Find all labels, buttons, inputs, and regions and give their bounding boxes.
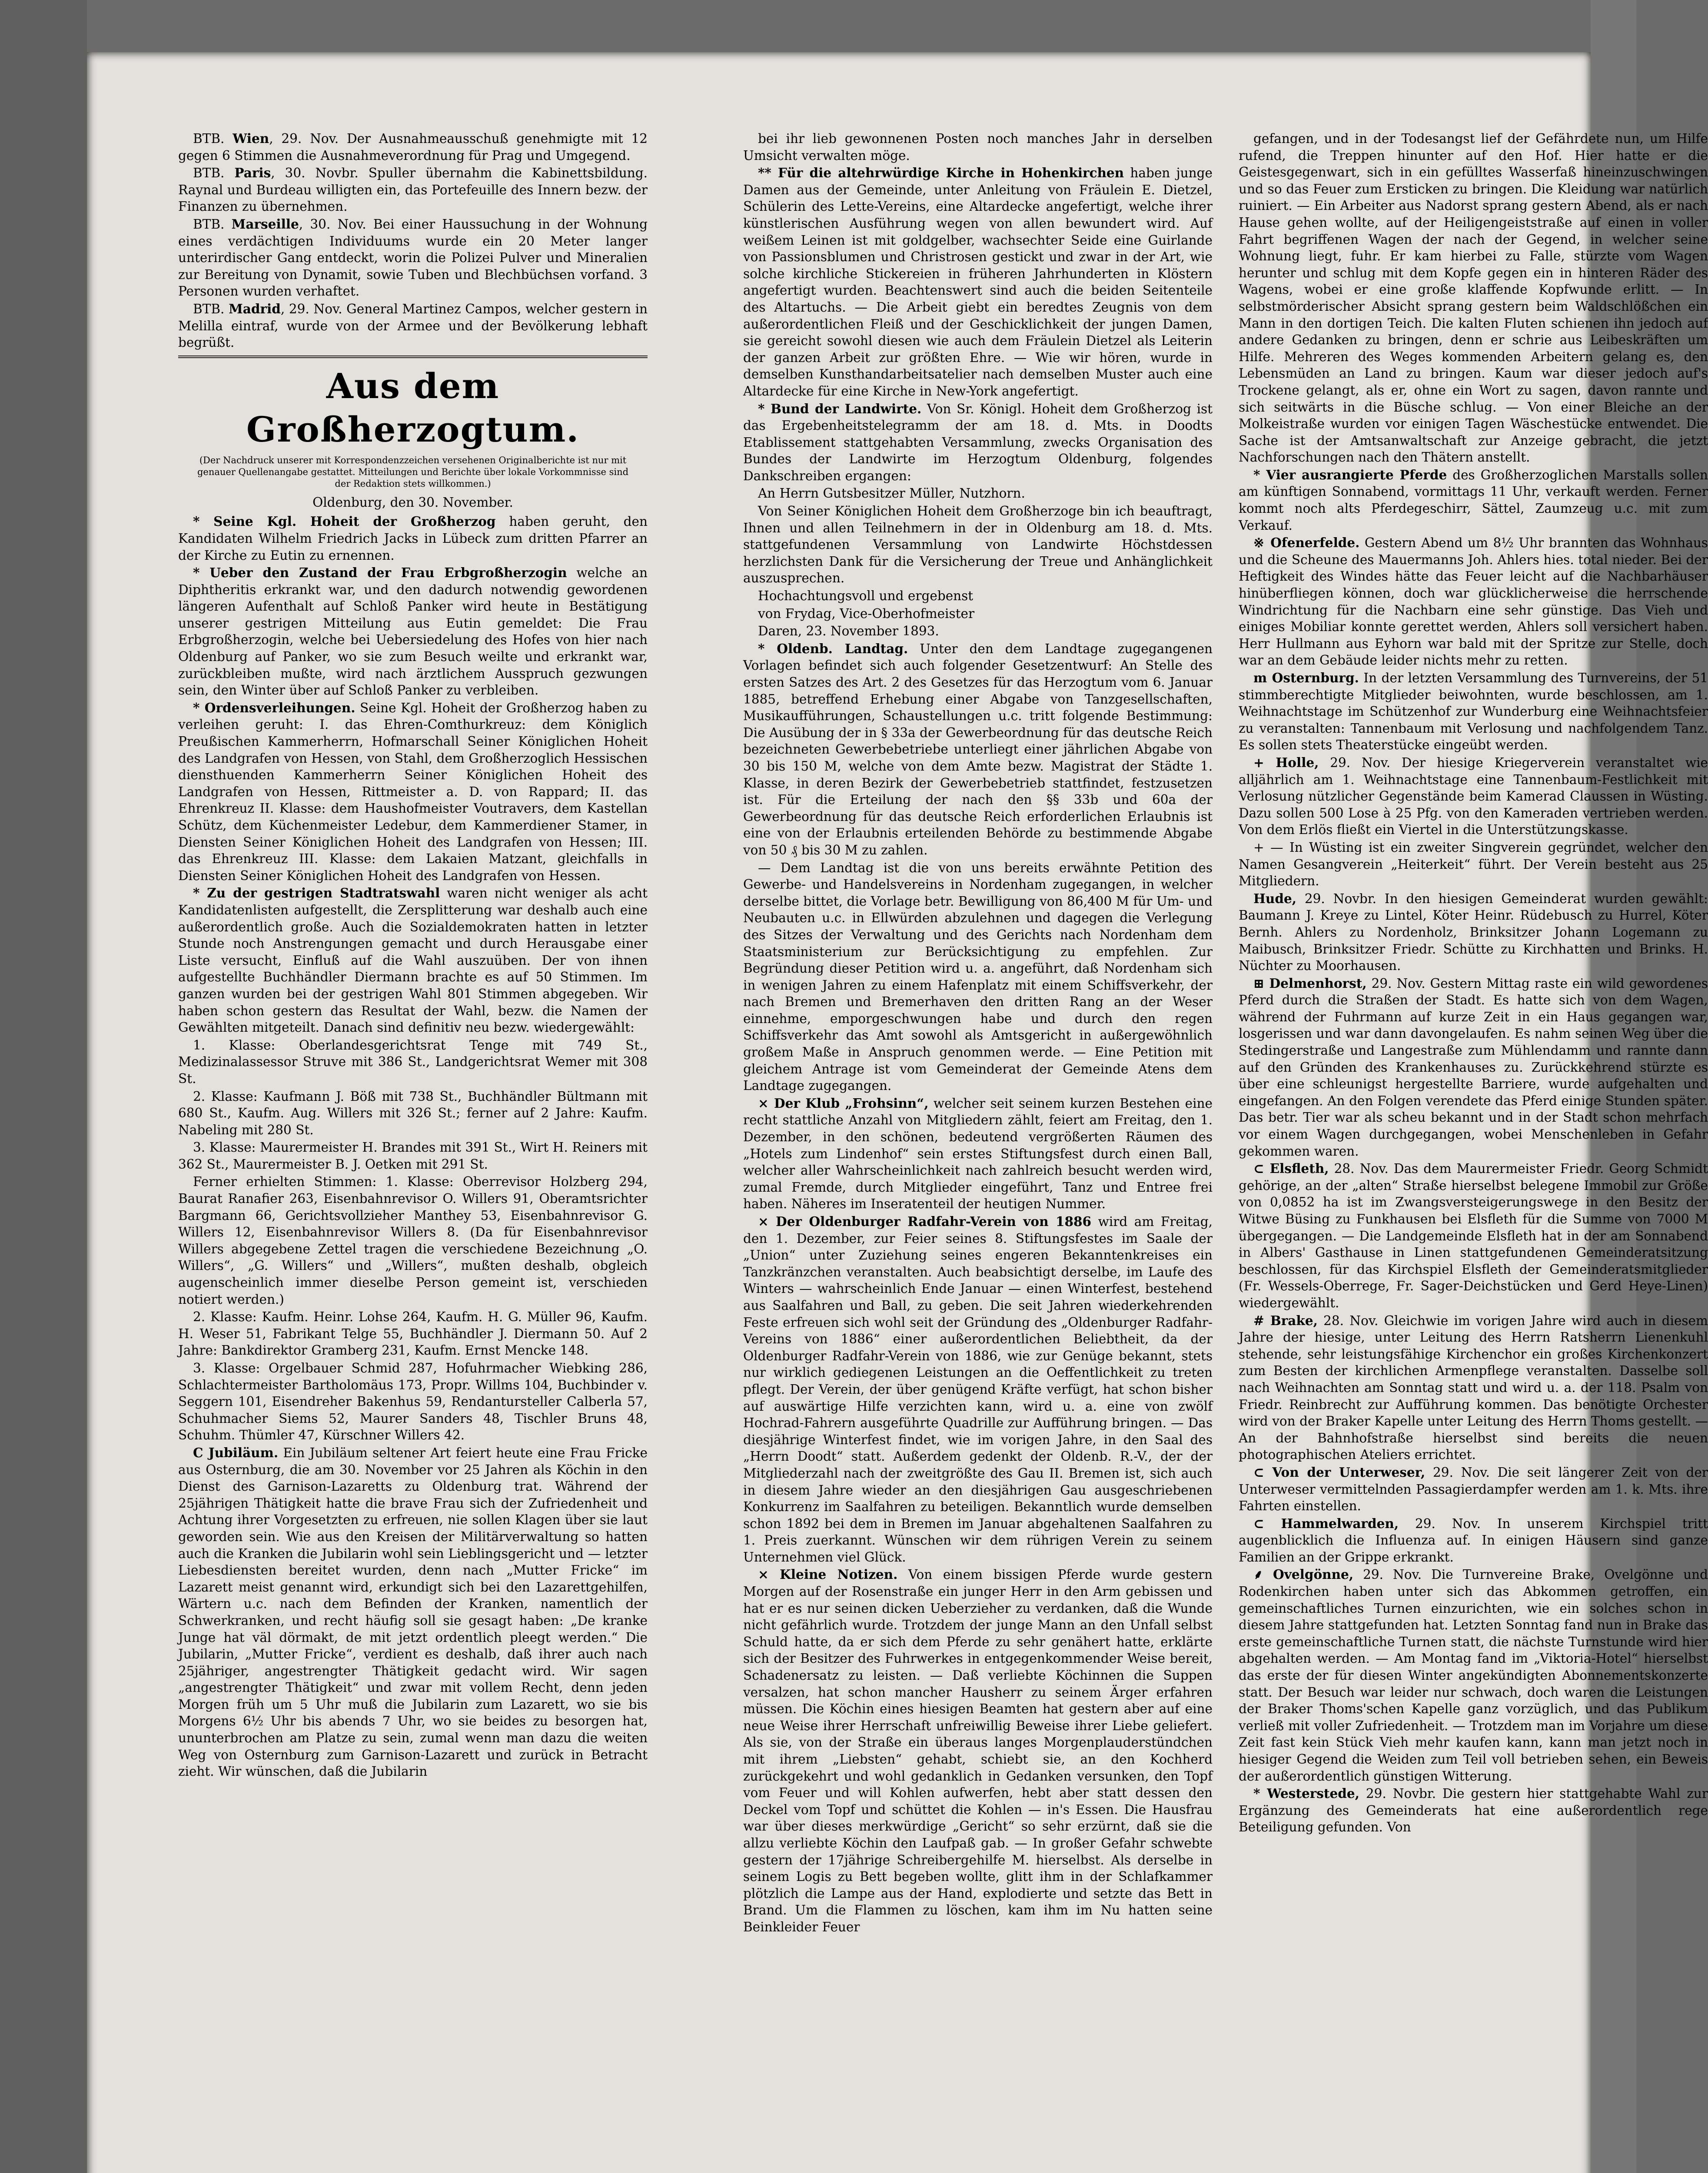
article-text: 29. Nov. In unserem Kirchspiel tritt augenblicklich die Influenza auf. In einigen Häusern sind ganze Familien an der Grippe erkrankt. xyxy=(1239,1516,1708,1565)
article-heading: m Osternburg. xyxy=(1253,670,1359,685)
scan-border-left xyxy=(0,0,87,2173)
article-paragraph xyxy=(1239,130,1708,466)
article-paragraph xyxy=(178,565,648,699)
article-paragraph xyxy=(743,485,1213,502)
wire-item xyxy=(178,130,648,164)
article-heading: * Ordensverleihungen. xyxy=(193,700,356,715)
article-paragraph xyxy=(743,605,1213,622)
article-paragraph xyxy=(743,641,1213,859)
section-divider xyxy=(178,356,648,358)
article-paragraph xyxy=(1239,1160,1708,1311)
article-heading: ⊂ Von der Unterweser, xyxy=(1253,1464,1426,1480)
article-text: von Frydag, Vice-Oberhofmeister xyxy=(758,606,975,621)
article-heading: # Brake, xyxy=(1253,1312,1318,1328)
article-paragraph xyxy=(743,623,1213,640)
wire-label: BTB. xyxy=(193,166,235,181)
article-heading: * Westerstede, xyxy=(1253,1786,1359,1801)
column-1-articles xyxy=(178,513,648,1780)
article-heading: × Der Klub „Frohsinn“, xyxy=(758,1095,929,1111)
article-text: 3. Klasse: Maurermeister H. Brandes mit 391 St., Wirt H. Reiners mit 362 St., Maurermeister B. J. Oetken mit 291 St. xyxy=(178,1140,648,1172)
article-paragraph xyxy=(743,860,1213,1094)
article-heading: Hude, xyxy=(1253,890,1296,906)
article-paragraph xyxy=(743,503,1213,587)
article-text: Gestern Abend um 8½ Uhr brannten das Wohnhaus und die Scheune des Mauermanns Joh. Ahlers hies. total nieder. Bei der Heftigkeit des Windes hätte das Feuer leicht auf die Nachbarhäuser hinüberfliegen können, doch war glücklicherweise die herrschende Windrichtung für die Nachbarn eine sehr günstige. Das Vieh und einiges Mobiliar konnte gerettet werden, Ahlers soll versichert haben. Herr Hullmann aus Eyhorn war bald mit der Spritze zur Stelle, doch war an dem Gebäude leider nichts mehr zu retten. xyxy=(1239,535,1708,668)
wire-news xyxy=(178,130,648,351)
article-text: Hochachtungsvoll und ergebenst xyxy=(758,588,974,604)
article-heading: * Seine Kgl. Hoheit der Großherzog xyxy=(193,514,496,529)
article-paragraph xyxy=(178,1037,648,1087)
article-text: Von Sr. Königl. Hoheit dem Großherzog ist das Ergebenheitstelegramm der am 18. d. Mts. in Doodts Etablissement stattgehabten Versammlung, zwecks Organisation des Bundes der Landwirte im Herzogtum Oldenburg, folgendes Dankschreiben ergangen: xyxy=(743,401,1213,483)
article-paragraph xyxy=(178,885,648,1036)
article-text: 2. Klasse: Kaufmann J. Böß mit 738 St., Buchhändler Bültmann mit 680 St., Kaufm. Aug. Willers mit 326 St.; ferner auf 2 Jahre: Kaufm. Nabeling mit 280 St. xyxy=(178,1089,648,1137)
article-heading: ⊂ Elsfleth, xyxy=(1253,1161,1329,1176)
article-paragraph xyxy=(178,1445,648,1780)
article-text: 1. Klasse: Oberlandesgerichtsrat Tenge mit 749 St., Medizinalassessor Struve mit 386 St., Landgerichtsrat Wemer mit 308 St. xyxy=(178,1037,648,1086)
section-heading: Aus dem Großherzogtum. xyxy=(246,365,580,450)
column-3-articles xyxy=(1239,130,1708,1836)
dateline: Oldenburg, den 30. November. xyxy=(312,495,513,510)
article-paragraph xyxy=(743,1095,1213,1213)
article-paragraph xyxy=(1239,1464,1708,1515)
article-paragraph xyxy=(178,1360,648,1444)
column-2-articles xyxy=(743,130,1213,1936)
article-text: haben geruht, den Kandidaten Wilhelm Friedrich Jacks in Lübeck zum dritten Pfarrer an der Kirche zu Eutin zu ernennen. xyxy=(178,514,648,563)
wire-label: BTB. xyxy=(193,131,233,146)
article-heading: ⊞ Delmenhorst, xyxy=(1253,975,1367,991)
article-paragraph xyxy=(1239,1515,1708,1566)
article-text: waren nicht weniger als acht Kandidatenlisten aufgestellt, die Zersplitterung war deshalb auch eine außerordentlich große. Auch die Sozialdemokraten hatten in letzter Stunde noch Anstrengungen gemacht und durch Herausgabe einer Liste versucht, Einfluß auf die Wahl auszuüben. Der von ihnen aufgestellte Buchhändler Diermann brachte es auf 50 Stimmen. Im ganzen wurden bei der gestrigen Wahl 801 Stimmen abgegeben. Wir haben schon gestern das Resultat der Wahl, bezw. die Namen der Gewählten mitgeteilt. Danach sind definitiv neu bezw. wiedergewählt: xyxy=(178,886,648,1035)
article-paragraph xyxy=(743,130,1213,164)
article-text: 29. Novbr. In den hiesigen Gemeinderat wurden gewählt: Baumann J. Kreye zu Lintel, Köter Heinr. Rüdebusch zu Hurrel, Köter Bernh. Ahlers zu Nordenholz, Brinksitzer Johann Logemann zu Maibusch, Brinksitzer Friedr. Schütte zu Kirchhatten und Brinks. H. Nüchter zu Moorhausen. xyxy=(1239,891,1708,974)
article-text: Von einem bissigen Pferde wurde gestern Morgen auf der Rosenstraße ein junger Herr in den Arm gebissen und hat er es nur seinen dicken Ueberzieher zu verdanken, daß die Wunde nicht gefährlich wurde. Trotzdem der junge Mann an den Unfall selbst Schuld hatte, da er sich dem Pferde zu sehr genähert hatte, erklärte sich der Besitzer des Fuhrwerkes in entgegenkommender Weise bereit, Schadenersatz zu leisten. — Daß verliebte Köchinnen die Suppen versalzen, hat schon mancher Hausherr zu seinem Ärger erfahren müssen. Die Köchin eines hiesigen Beamten hat gestern aber auf eine neue Weise ihrer Herrschaft unfreiwillig Beweise ihrer Liebe geliefert. Als sie, von der Straße ein überaus langes Morgenplauderstündchen mit ihrem „Liebsten“ gehabt, schiebt sie, an den Kochherd zurückgekehrt und wohl gedanklich in Gedanken versunken, den Topf vom Feuer und will Kohlen aufwerfen, hebt aber statt dessen den Deckel vom Topf und schüttet die Kohlen — in's Essen. Die Hausfrau war über dieses merkwürdige „Gericht“ so sehr erzürnt, daß sie die allzu verliebte Köchin den Laufpaß gab. — In großer Gefahr schwebte gestern der 17jährige Schreibergehilfe M. hierselbst. Als derselbe in seinem Logis zu Bett begeben wollte, glitt ihm in der Schlafkammer plötzlich die Lampe aus der Hand, explodierte und setzte das Bett in Brand. Um die Flammen zu löschen, kam ihm im Nu hatten seine Beinkleider Feuer xyxy=(743,1567,1213,1934)
article-paragraph xyxy=(1239,1785,1708,1836)
article-paragraph xyxy=(178,1309,648,1359)
article-text: Ein Jubiläum seltener Art feiert heute eine Frau Fricke aus Osternburg, die am 30. November vor 25 Jahren als Köchin in den Dienst des Garnison-Lazaretts zu Oldenburg trat. Während der 25jährigen Thätigkeit hatte die brave Frau sich der Zufriedenheit und Achtung ihrer Vorgesetzten zu erfreuen, nie sollen Klagen über sie laut geworden sein. Wie aus den Kreisen der Militärverwaltung so hatten auch die Kranken die Jubilarin wohl sein Lieblingsgericht und — letzter Liebesdiensten bereitet wurden, denn nach „Mutter Fricke“ im Lazarett meist genannt wird, erkundigt sich bei den Lazarettgehilfen, Wärtern u.c. nach dem Befinden der Kranken, namentlich der Schwerkranken, und recht häufig soll sie gesagt haben: „De kranke Junge hat väl dörmakt, de mit jetzt ordentlich pleegt werden.“ Die Jubilarin, „Mutter Fricke“, verdient es deshalb, daß ihrer auch nach 25jähriger, angestrengter Thätigkeit gedacht wird. Wir sagen „angestrengter Thätigkeit“ und zwar mit vollem Recht, denn jeden Morgen früh um 5 Uhr muß die Jubilarin zum Lazarett, wo sie bis Morgens 6½ Uhr bis abends 7 Uhr, wo sie beides zu besorgen hat, ununterbrochen am Platze zu sein, zumal wenn man dazu die weiten Weg von Osternburg zum Garnison-Lazarett und zurück in Betracht zieht. Wir wünschen, daß die Jubilarin xyxy=(178,1445,648,1779)
column-2 xyxy=(743,130,1213,1937)
article-paragraph xyxy=(1239,670,1708,754)
article-text: Ferner erhielten Stimmen: 1. Klasse: Oberrevisor Holzberg 294, Baurat Ranafier 263, Eisenbahnrevisor O. Willers 91, Oberamtsrichter Bargmann 66, Gerichtsvollzieher Manthey 53, Eisenbahnrevisor G. Willers 12, Eisenbahnrevisor Willers 8. (Da für Eisenbahnrevisor Willers abgegebene Zettel tragen die verschiedene Bezeichnung „O. Willers“, „G. Willers“ und „Willers“, mußten deshalb, obgleich augenscheinlich immer dieselbe Person gemeint ist, verschieden notiert werden.) xyxy=(178,1174,648,1307)
article-paragraph xyxy=(1239,975,1708,1160)
article-heading: × Kleine Notizen. xyxy=(758,1567,898,1582)
article-text: 29. Novbr. Die gestern hier stattgehabte Wahl zur Ergänzung des Gemeinderats hat eine außerordentlich rege Beteiligung gefunden. Von xyxy=(1239,1786,1708,1835)
wire-item xyxy=(178,301,648,351)
article-heading: * Vier ausrangierte Pferde xyxy=(1253,467,1447,482)
article-paragraph xyxy=(178,1173,648,1308)
article-paragraph xyxy=(1239,1566,1708,1784)
article-paragraph xyxy=(178,700,648,884)
article-text: welche an Diphtheritis erkrankt war, und den dadurch notwendig gewordenen längeren Aufenthalt auf Schloß Panker wird heute in Bestätigung unserer gestrigen Mitteilung aus Eutin gemeldet: Die Frau Erbgroßherzogin, welche bei Uebersiedelung des Hofes von hier nach Oldenburg auf Panker, wo sie zum Besuch weilte und erkrankt war, zurückbleiben mußte, wird nach ärztlichem Ausspruch gezwungen sein, den Winter über auf Schloß Panker zu verbleiben. xyxy=(178,565,648,698)
article-text: 29. Nov. Die seit längerer Zeit von der Unterweser vermittelnden Passagierdampfer werden am 1. k. Mts. ihre Fahrten einstellen. xyxy=(1239,1465,1708,1514)
wire-label: BTB. xyxy=(193,301,229,316)
article-paragraph xyxy=(743,1213,1213,1565)
article-paragraph xyxy=(1239,535,1708,669)
article-text: Daren, 23. November 1893. xyxy=(758,624,939,639)
article-paragraph xyxy=(1239,754,1708,838)
article-paragraph xyxy=(743,1566,1213,1935)
article-text: — Dem Landtag ist die von uns bereits erwähnte Petition des Gewerbe- und Handelsvereins in Nordenham zugegangen, in welcher derselbe bittet, die Vorlage betr. Bewilligung von 86,400 M für Um- und Neubauten u.c. in Ellwürden abzulehnen und dagegen die Verlegung des Sitzes der Verwaltung und des Gerichts nach Nordenham dem Staatsministerium zur Berücksichtigung zu empfehlen. Zur Begründung dieser Petition wird u. a. angeführt, daß Nordenham sich in wenigen Jahren zu einem Hafenplatz mit einem Schiffsverkehr, der nach Bremen und Bremerhaven den dritten Rang an der Weser einnehme, emporgeschwungen habe und durch den regen Schiffsverkehr das Amt sowohl als Amtsgericht in außergewöhnlich großem Maße in Anspruch genommen werde. — Eine Petition mit gleichem Antrage ist vom Gemeinderat der Gemeinde Atens dem Landtage zugegangen. xyxy=(743,860,1213,1093)
article-text: In der letzten Versammlung des Turnvereins, der 51 stimmberechtigte Mitglieder beiwohnten, wurde beschlossen, am 1. Weihnachtstage im Schützenhof zur Wunderburg eine Weihnachtsfeier zu veranstalten: Tannenbaum mit Verlosung und nachfolgendem Tanz. Es sollen stets Theaterstücke eingeübt werden. xyxy=(1239,671,1708,753)
article-heading: C Jubiläum. xyxy=(193,1445,279,1460)
wire-item xyxy=(178,165,648,215)
article-text: 2. Klasse: Kaufm. Heinr. Lohse 264, Kaufm. H. G. Müller 96, Kaufm. H. Weser 51, Fabrikant Telge 55, Buchhändler J. Diermann 50. Auf 2 Jahre: Bankdirektor Gramberg 231, Kaufm. Ernst Mencke 148. xyxy=(178,1309,648,1358)
article-heading: × Der Oldenburger Radfahr-Verein von 1886 xyxy=(758,1214,1092,1229)
article-text: 29. Nov. Gestern Mittag raste ein wild gewordenes Pferd durch die Straßen der Stadt. Es hatte sich von dem Wagen, während der Fuhrmann auf kurze Zeit in ein Haus gegangen war, losgerissen und war dann davongelaufen. Es nahm seinen Weg über die Stedingerstraße und Langestraße zum Mühlendamm und rannte dann auf den Gründen des Krankenhauses zu. Zurückkehrend stürzte es über eine schleunigst hergestellte Barriere, wurde aufgehalten und eingefangen. An den Folgen verendete das Pferd einige Stunden später. Das betr. Tier war als scheu bekannt und in der Stadt schon mehrfach vor einem Wagen durchgegangen, wobei Menschenleben in Gefahr gekommen waren. xyxy=(1239,976,1708,1159)
article-text: + — In Wüsting ist ein zweiter Singverein gegründet, welcher den Namen Gesangverein „Heiterkeit“ führt. Der Verein besteht aus 25 Mitgliedern. xyxy=(1239,840,1708,889)
article-heading: * Oldenb. Landtag. xyxy=(758,641,908,656)
article-text: wird am Freitag, den 1. Dezember, zur Feier seines 8. Stiftungsfestes im Saale der „Union“ unter Zuziehung seines engeren Bekanntenkreises ein Tanzkränzchen veranstalten. Auch beabsichtigt derselbe, im Laufe des Winters — wahrscheinlich Ende Januar — einen Winterfest, bestehend aus Saalfahren und Ball, zu geben. Die seit Jahren wiederkehrenden Feste erfreuen sich wohl seit der Gründung des „Oldenburger Radfahr-Vereins von 1886“ einer außerordentlichen Beliebtheit, da der Oldenburger Radfahr-Verein von 1886, wie zur Genüge bekannt, stets nur wirklich gediegenen Leistungen an die Oeffentlichkeit zu treten pflegt. Der Verein, der über genügend Kräfte verfügt, hat schon bisher auf auswärtige Hilfe verzichten kann, wird u. a. eine von zwölf Hochrad-Fahrern ausgeführte Quadrille zur Aufführung bringen. — Das diesjährige Winterfest findet, wie im vorigen Jahre, in den Saal des „Herrn Doodt“ statt. Außerdem gedenkt der Oldenb. R.-V., der der Mitgliederzahl nach der zweitgrößte des Gau II. Bremen ist, sich auch in diesem Jahre wieder an den diesjährigen Gau ausgeschriebenen Konkurrenz im Saalfahren zu beteiligen. Bekanntlich wurde demselben schon 1892 bei dem in Bremen im Januar abgehaltenen Saalfahren zu 1. Preis zuerkannt. Wünschen wir dem rührigen Verein zu seinem Unternehmen viel Glück. xyxy=(743,1214,1213,1565)
article-text: bei ihr lieb gewonnenen Posten noch manches Jahr in derselben Umsicht verwalten möge. xyxy=(743,131,1213,163)
article-heading: ⸙ Ovelgönne, xyxy=(1253,1567,1354,1582)
article-text: des Großherzoglichen Marstalls sollen am künftigen Sonnabend, vormittags 11 Uhr, verkauft werden. Ferner kommt noch alts Pferdegeschirr, Sättel, Zaumzeug u.c. mit zum Verkauf. xyxy=(1239,467,1708,533)
article-paragraph xyxy=(178,1139,648,1173)
article-paragraph xyxy=(743,165,1213,399)
article-text: 29. Nov. Die Turnvereine Brake, Ovelgönne und Rodenkirchen haben unter sich das Abkommen getroffen, ein gemeinschaftliches Turnen einzurichten, wie ein solches schon in diesem Jahre stattgefunden hat. Letzten Sonntag fand nun in Brake das erste gemeinschaftliche Turnen statt, die nächste Turnstunde wird hier abgehalten werden. — Am Montag fand im „Viktoria-Hotel“ hierselbst das erste der für diesen Winter angekündigten Abonnementskonzerte statt. Der Besuch war leider nur schwach, doch waren die Leistungen der Braker Thoms'schen Kapelle ganz vorzüglich, und das Publikum verließ mit voller Zufriedenheit. — Trotzdem man im Vorjahre um diese Zeit fast kein Stück Vieh mehr kaufen kann, kann man jetzt noch in hiesiger Gegend die Weiden zum Teil voll betrieben sehen, ein Beweis der außerordentlich günstigen Witterung. xyxy=(1239,1567,1708,1784)
article-paragraph xyxy=(743,588,1213,605)
article-heading: ※ Ofenerfelde. xyxy=(1253,535,1360,551)
article-paragraph xyxy=(178,513,648,564)
article-text: 28. Nov. Das dem Maurermeister Friedr. Georg Schmidt gehörige, an der „alten“ Straße hierselbst belegene Immobil zur Größe von 0,0852 ha ist im Zwangsversteigerungswege in den Besitz der Witwe Büsing zu Funkhausen bei Elsfleth für die Summe von 7000 M übergegangen. — Die Landgemeinde Elsfleth hat in der am Sonnabend in Albers' Gasthause in Linen stattgefundenen Gemeinderatsitzung beschlossen, für das Kirchspiel Elsfleth der Gemeinderatsmitglieder (Fr. Wessels-Oberrege, Fr. Sager-Deichstücken und Gerd Heye-Linen) wiedergewählt. xyxy=(1239,1161,1708,1310)
article-text: 3. Klasse: Orgelbauer Schmid 287, Hofuhrmacher Wiebking 286, Schlachtermeister Bartholomäus 173, Propr. Willms 104, Buchbinder v. Seggern 101, Eisendreher Bakenhus 59, Rendantursteller Calberla 57, Schuhmacher Siems 52, Maurer Sanders 48, Tischler Bruns 48, Schuhm. Thümler 47, Kürschner Willers 42. xyxy=(178,1361,648,1443)
article-paragraph xyxy=(1239,467,1708,534)
column-3 xyxy=(1239,130,1708,1837)
article-text: Von Seiner Königlichen Hoheit dem Großherzoge bin ich beauftragt, Ihnen und allen Teilnehmern in der in Oldenburg am 18. d. Mts. stattgefundenen Versammlung von Landwirte Höchstdessen herzlichsten Dank für die Versicherung der Treue und Anhänglichkeit auszusprechen. xyxy=(743,504,1213,586)
article-heading: * Zu der gestrigen Stadtratswahl xyxy=(193,885,440,901)
article-text: 29. Nov. Der hiesige Kriegerverein veranstaltet wie alljährlich am 1. Weihnachtstage eine Tannenbaum-Festlichkeit mit Verlosung nützlicher Gegenstände beim Kamerad Claussen in Wüsting. Dazu sollen 500 Lose à 25 Pfg. von den Kameraden vertrieben werden. Von dem Erlös fließt ein Viertel in die Unterstützungskasse. xyxy=(1239,755,1708,837)
article-paragraph xyxy=(1239,1312,1708,1463)
article-paragraph xyxy=(743,401,1213,485)
wire-label: BTB. xyxy=(193,216,232,232)
wire-text: , 29. Nov. General Martinez Campos, welcher gestern in Melilla eintraf, wurde von der Armee und der Bevölkerung lebhaft begrüßt. xyxy=(178,301,648,350)
article-paragraph xyxy=(178,1088,648,1139)
article-text: haben junge Damen aus der Gemeinde, unter Anleitung von Fräulein E. Dietzel, Schülerin des Lette-Vereins, eine Altardecke angefertigt, welche ihrer künstlerischen Ausführung wegen von allen bewundert wird. Auf weißem Leinen ist mit goldgelber, wachsechter Seide eine Guirlande von Passionsblumen und Christrosen gestickt und zwar in der Art, wie solche kirchliche Stickereien in früheren Jahrhunderten in Klöstern angefertigt wurden. Beachtenswert sind auch die beiden Seitenteile des Altartuchs. — Die Arbeit giebt ein beredtes Zeugnis von dem außerordentlichen Fleiß und der Geschicklichkeit der jungen Damen, sie gereicht sowohl diesen wie auch dem Fräulein Dietzel als Leiterin der ganzen Arbeit zur größten Ehre. — Wie wir hören, wurde in demselben Kunsthandarbeitsatelier nach demselben Muster auch eine Altardecke für eine Kirche in New-York angefertigt. xyxy=(743,166,1213,399)
wire-text: , 30. Nov. Bei einer Haussuchung in der Wohnung eines verdächtigen Individuums wurde ein 20 Meter langer unterirdischer Gang entdeckt, worin die Polizei Pulver und Mineralien zur Bereitung von Dynamit, sowie Tuben und Blechbüchsen vorfand. 3 Personen wurden verhaftet. xyxy=(178,216,648,299)
wire-place: Madrid xyxy=(229,301,281,316)
article-heading: ** Für die altehrwürdige Kirche in Hohenkirchen xyxy=(758,165,1124,181)
wire-text: , 30. Novbr. Spuller übernahm die Kabinettsbildung. Raynal und Burdeau willigten ein, das Portefeuille des Innern bezw. der Finanzen zu übernehmen. xyxy=(178,166,648,214)
column-1 xyxy=(178,130,648,1781)
article-text: An Herrn Gutsbesitzer Müller, Nutzhorn. xyxy=(758,486,1025,501)
article-heading: ⊂ Hammelwarden, xyxy=(1253,1515,1399,1531)
wire-text: , 29. Nov. Der Ausnahmeausschuß genehmigte mit 12 gegen 6 Stimmen die Ausnahmeverordnung für Prag und Umgegend. xyxy=(178,131,648,163)
article-text: Unter den dem Landtage zugegangenen Vorlagen befindet sich auch folgender Gesetzentwurf: An Stelle des ersten Satzes des Art. 2 des Gesetzes für das Herzogtum vom 6. Januar 1885, betreffend Erhebung einer Abgabe von Tanzgesellschaften, Musikaufführungen, Schaustellungen u.c. tritt folgende Bestimmung: Die Ausübung der in § 33a der Gewerbeordnung für das deutsche Reich bezeichneten Gewerbebetriebe unterliegt einer jährlichen Abgabe von 30 bis 150 M, welche von dem Amte bezw. Magistrat der Städte 1. Klasse, in deren Bezirk der Gewerbebetrieb stattfindet, festzusetzen ist. Für die Erteilung der nach den §§ 33b und 60a der Gewerbeordnung für das deutsche Reich erforderlichen Erlaubnis ist eine von der Erlaubnis erteilenden Behörde zu bestimmende Abgabe von 50 ₰ bis 30 M zu zahlen. xyxy=(743,641,1213,857)
article-heading: + Holle, xyxy=(1253,754,1319,770)
article-text: gefangen, und in der Todesangst lief der Gefährdete nun, um Hilfe rufend, die Treppen hinunter auf den Hof. Hier hatte er die Geistesgegenwart, sich in ein gefülltes Wasserfaß hineinzuschwingen und so das Feuer zum Ersticken zu bringen. Die Kleidung war natürlich ruiniert. — Ein Arbeiter aus Nadorst sprang gestern Abend, als er nach Hause gehen wollte, auf der Heiligengeiststraße auf einen in voller Fahrt begriffenen Wagen der nach der Gegend, in welcher seine Wohnung liegt, fuhr. Er kam hierbei zu Falle, stürzte vom Wagen herunter und schlug mit dem Kopfe gegen ein in hinteren Räder des Wagens, wobei er eine große klaffende Kopfwunde erlitt. — In selbstmörderischer Absicht sprang gestern beim Waldschlößchen ein Mann in den dortigen Teich. Die kalten Fluten schienen ihn jedoch auf andere Gedanken zu bringen, denn er schrie aus Leibeskräften um Hilfe. Mehreren des Weges kommenden Arbeitern gelang es, den Lebensmüden an Land zu bringen. Kaum war dieser jedoch auf's Trockene gelangt, als er, ohne ein Wort zu sagen, davon rannte und sich seitwärts in die Büsche schlug. — Von einer Bleiche an der Molkeistraße wurden vor einigen Tagen Wäschestücke entwendet. Die Sache ist der Amtsanwaltschaft zur Anzeige gebracht, die jetzt Nachforschungen nach den Thätern anstellt. xyxy=(1239,131,1708,465)
wire-place: Marseille xyxy=(231,216,299,232)
wire-place: Paris xyxy=(234,165,271,181)
article-paragraph xyxy=(1239,890,1708,974)
article-heading: * Bund der Landwirte. xyxy=(758,401,922,416)
article-paragraph xyxy=(1239,839,1708,890)
article-text: welcher seit seinem kurzen Bestehen eine recht stattliche Anzahl von Mitgliedern zählt, feiert am Freitag, den 1. Dezember, in den schönen, bedeutend vergrößerten Räumen des „Hotels zum Lindenhof“ sein erstes Stiftungsfest durch einen Ball, welcher aller Wahrscheinlichkeit nach zahlreich besucht werden wird, zumal Fremde, durch Mitglieder eingeführt, Tanz und Entree frei haben. Näheres im Inseratenteil der heutigen Nummer. xyxy=(743,1096,1213,1212)
article-text: Seine Kgl. Hoheit der Großherzog haben zu verleihen geruht: I. das Ehren-Comthurkreuz: dem Königlich Preußischen Kammerherrn, Hofmarschall Seiner Königlichen Hoheit des Landgrafen von Hessen, von Stahl, dem Großherzoglich Hessischen diensthuenden Kammerherrn Seiner Königlichen Hoheit des Landgrafen von Hessen, Rittmeister a. D. von Rappard; II. das Ehrenkreuz II. Klasse: dem Haushofmeister Voutravers, dem Kastellan Schütz, dem Küchenmeister Ledebur, dem Kammerdiener Stamer, in Diensten Seiner Königlichen Hoheit des Landgrafen von Hessen; III. das Ehrenkreuz III. Klasse: dem Lakaien Matzant, gleichfalls in Diensten Seiner Königlichen Hoheit des Landgrafen von Hessen. xyxy=(178,700,648,883)
article-heading: * Ueber den Zustand der Frau Erbgroßherzogin xyxy=(193,565,567,581)
article-text: 28. Nov. Gleichwie im vorigen Jahre wird auch in diesem Jahre der hiesige, unter Leitung des Herrn Ratsherrn Lienenkuhl stehende, sehr leistungsfähige Kirchenchor ein großes Kirchenkonzert zum Besten der kirchlichen Armenpflege veranstalten. Dasselbe soll nach Weihnachten am Sonntag statt und wird u. a. der 118. Psalm von Friedr. Reinbrecht zur Aufführung kommen. Das benötigte Orchester wird von der Braker Kapelle unter Leitung des Herrn Thoms gestellt. — An der Bahnhofstraße hierselbst sind bereits die neuen photographischen Ateliers errichtet. xyxy=(1239,1313,1708,1462)
section-note: (Der Nachdruck unserer mit Korrespondenzzeichen versehenen Originalberichte ist nur mit genauer Quellenangabe gestattet. Mitteilungen und Berichte über lokale Vorkommnisse sind der Redaktion stets willkommen.) xyxy=(197,455,629,489)
wire-place: Wien xyxy=(233,131,269,146)
wire-item xyxy=(178,216,648,300)
